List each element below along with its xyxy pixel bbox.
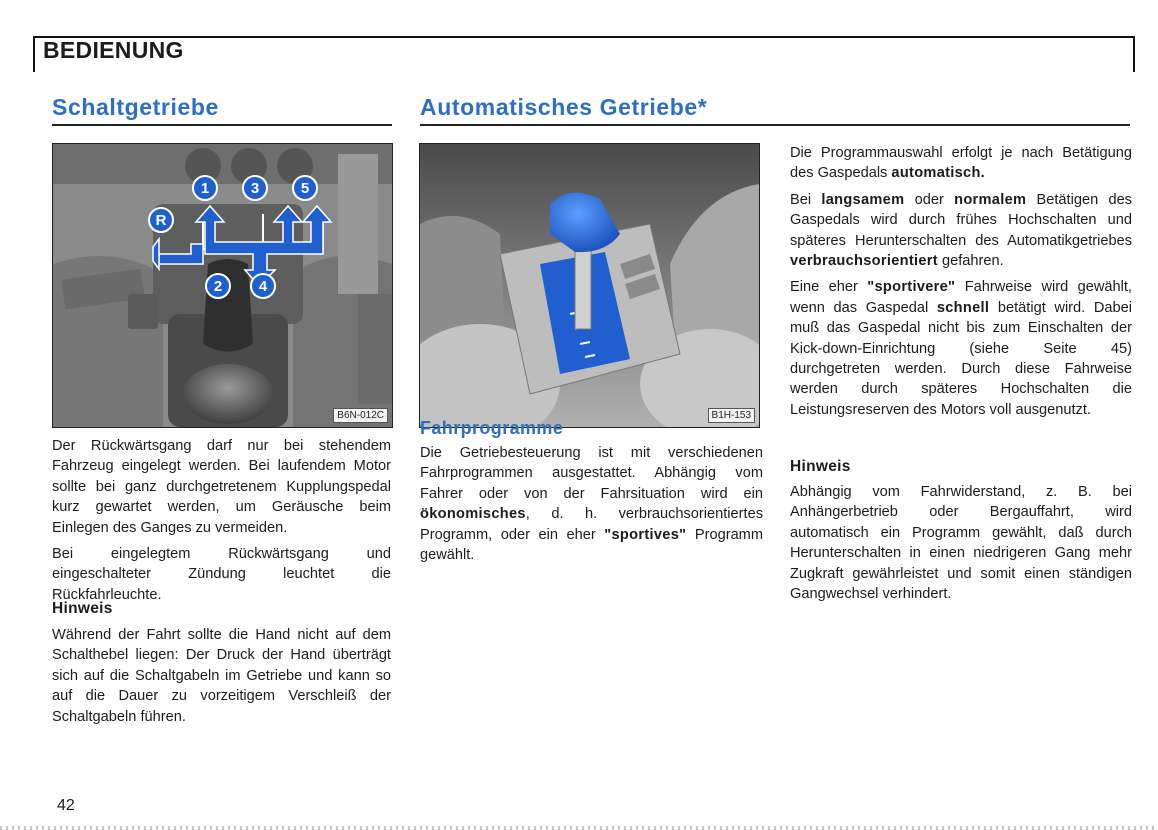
driving-resistance-paragraph: Abhängig vom Fahrwiderstand, z. B. bei Anhängerbetrieb oder Bergauffahrt, wird automatisch ein Programm gewählt, daß durch Herunterschalten in einen niedrigeren Gang mehr Zugkraft gewährleistet und somit einen ständigen Gangwechsel verhindert. [790, 484, 1132, 603]
gear-3-label: 3 [250, 180, 260, 197]
program-selection-paragraph: Die Programmauswahl erfolgt je nach Betätigung des Gaspedals automatisch. [790, 145, 1132, 182]
sport-mode-paragraph: Eine eher "sportivere" Fahrweise wird gewählt, wenn das Gaspedal schnell betätigt wird. Dabei muß das Gaspedal nicht bis zum Einschalten der Kick-down-Einrichtung (siehe Seite 45) durchgetreten werden. Durch diese Fahrweise werden durch späteres Hochschalten die Leistungsreserven des Motors voll ausgenutzt. [790, 279, 1132, 418]
page-number: 42 [57, 797, 75, 814]
selector-lever-illustration [420, 144, 759, 427]
left-title-rule [52, 124, 392, 126]
left-hint-text [52, 625, 391, 733]
gear-r-label: R [155, 212, 167, 229]
middle-title-rule [420, 124, 1130, 126]
reverse-gear-paragraph: Der Rückwärtsgang darf nur bei stehendem Fahrzeug eingelegt werden. Bei laufendem Motor sollte bei ganz durchgetretenem Kupplungspedal kurz gewartet werden, um Geräusche beim Einlegen des Ganges zu vermeiden. [52, 438, 391, 536]
section-header-title: BEDIENUNG [43, 37, 184, 63]
figure-code-label: B6N-012C [333, 408, 388, 423]
right-hint-text [790, 482, 1132, 610]
bottom-edge-dots [0, 826, 1158, 830]
hand-on-lever-paragraph: Während der Fahrt sollte die Hand nicht auf dem Schalthebel liegen: Der Druck der Hand überträgt sich auf die Schaltgabeln im Getriebe und kann so auf die Dauer zu vorzeitigem Verschleiß der Schaltgabeln führen. [52, 627, 391, 725]
left-body-text [52, 436, 391, 611]
figure-code-label: B1H-153 [708, 408, 755, 423]
gear-shift-figure [52, 143, 393, 428]
reverse-light-paragraph: Bei eingelegtem Rückwärtsgang und eingeschalteter Zündung leuchtet die Rückfahrleuchte. [52, 546, 391, 603]
section-header-bar [33, 36, 1135, 72]
automatic-selector-figure [419, 143, 760, 428]
left-hint-heading: Hinweis [52, 600, 113, 617]
economic-mode-paragraph: Bei langsamem oder normalem Betätigen des Gaspedals wird durch frühes Hochschalten und späteres Herunterschalten des Automatikgetriebes verbrauchsorientiert gefahren. [790, 191, 1132, 270]
right-hint-heading: Hinweis [790, 458, 851, 475]
automatic-gearbox-title: Automatisches Getriebe* [420, 94, 708, 120]
right-body-text [790, 143, 1132, 426]
gear-2-label: 2 [213, 278, 223, 295]
gear-shift-illustration [53, 144, 392, 427]
gear-4-label: 4 [258, 278, 268, 295]
driving-programs-paragraph: Die Getriebesteuerung ist mit verschiedenen Fahrprogrammen ausgestattet. Abhängig vom Fahrer oder von der Fahrsituation wird ein ökonomisches, d. h. verbrauchsorientiertes Programm, oder ein eher "sportives" Programm gewählt. [420, 445, 763, 564]
gear-1-label: 1 [200, 180, 210, 197]
driving-programs-heading: Fahrprogramme [420, 418, 564, 438]
gear-5-label: 5 [300, 180, 310, 197]
driving-programs-text [420, 443, 763, 571]
manual-gearbox-title: Schaltgetriebe [52, 94, 219, 120]
